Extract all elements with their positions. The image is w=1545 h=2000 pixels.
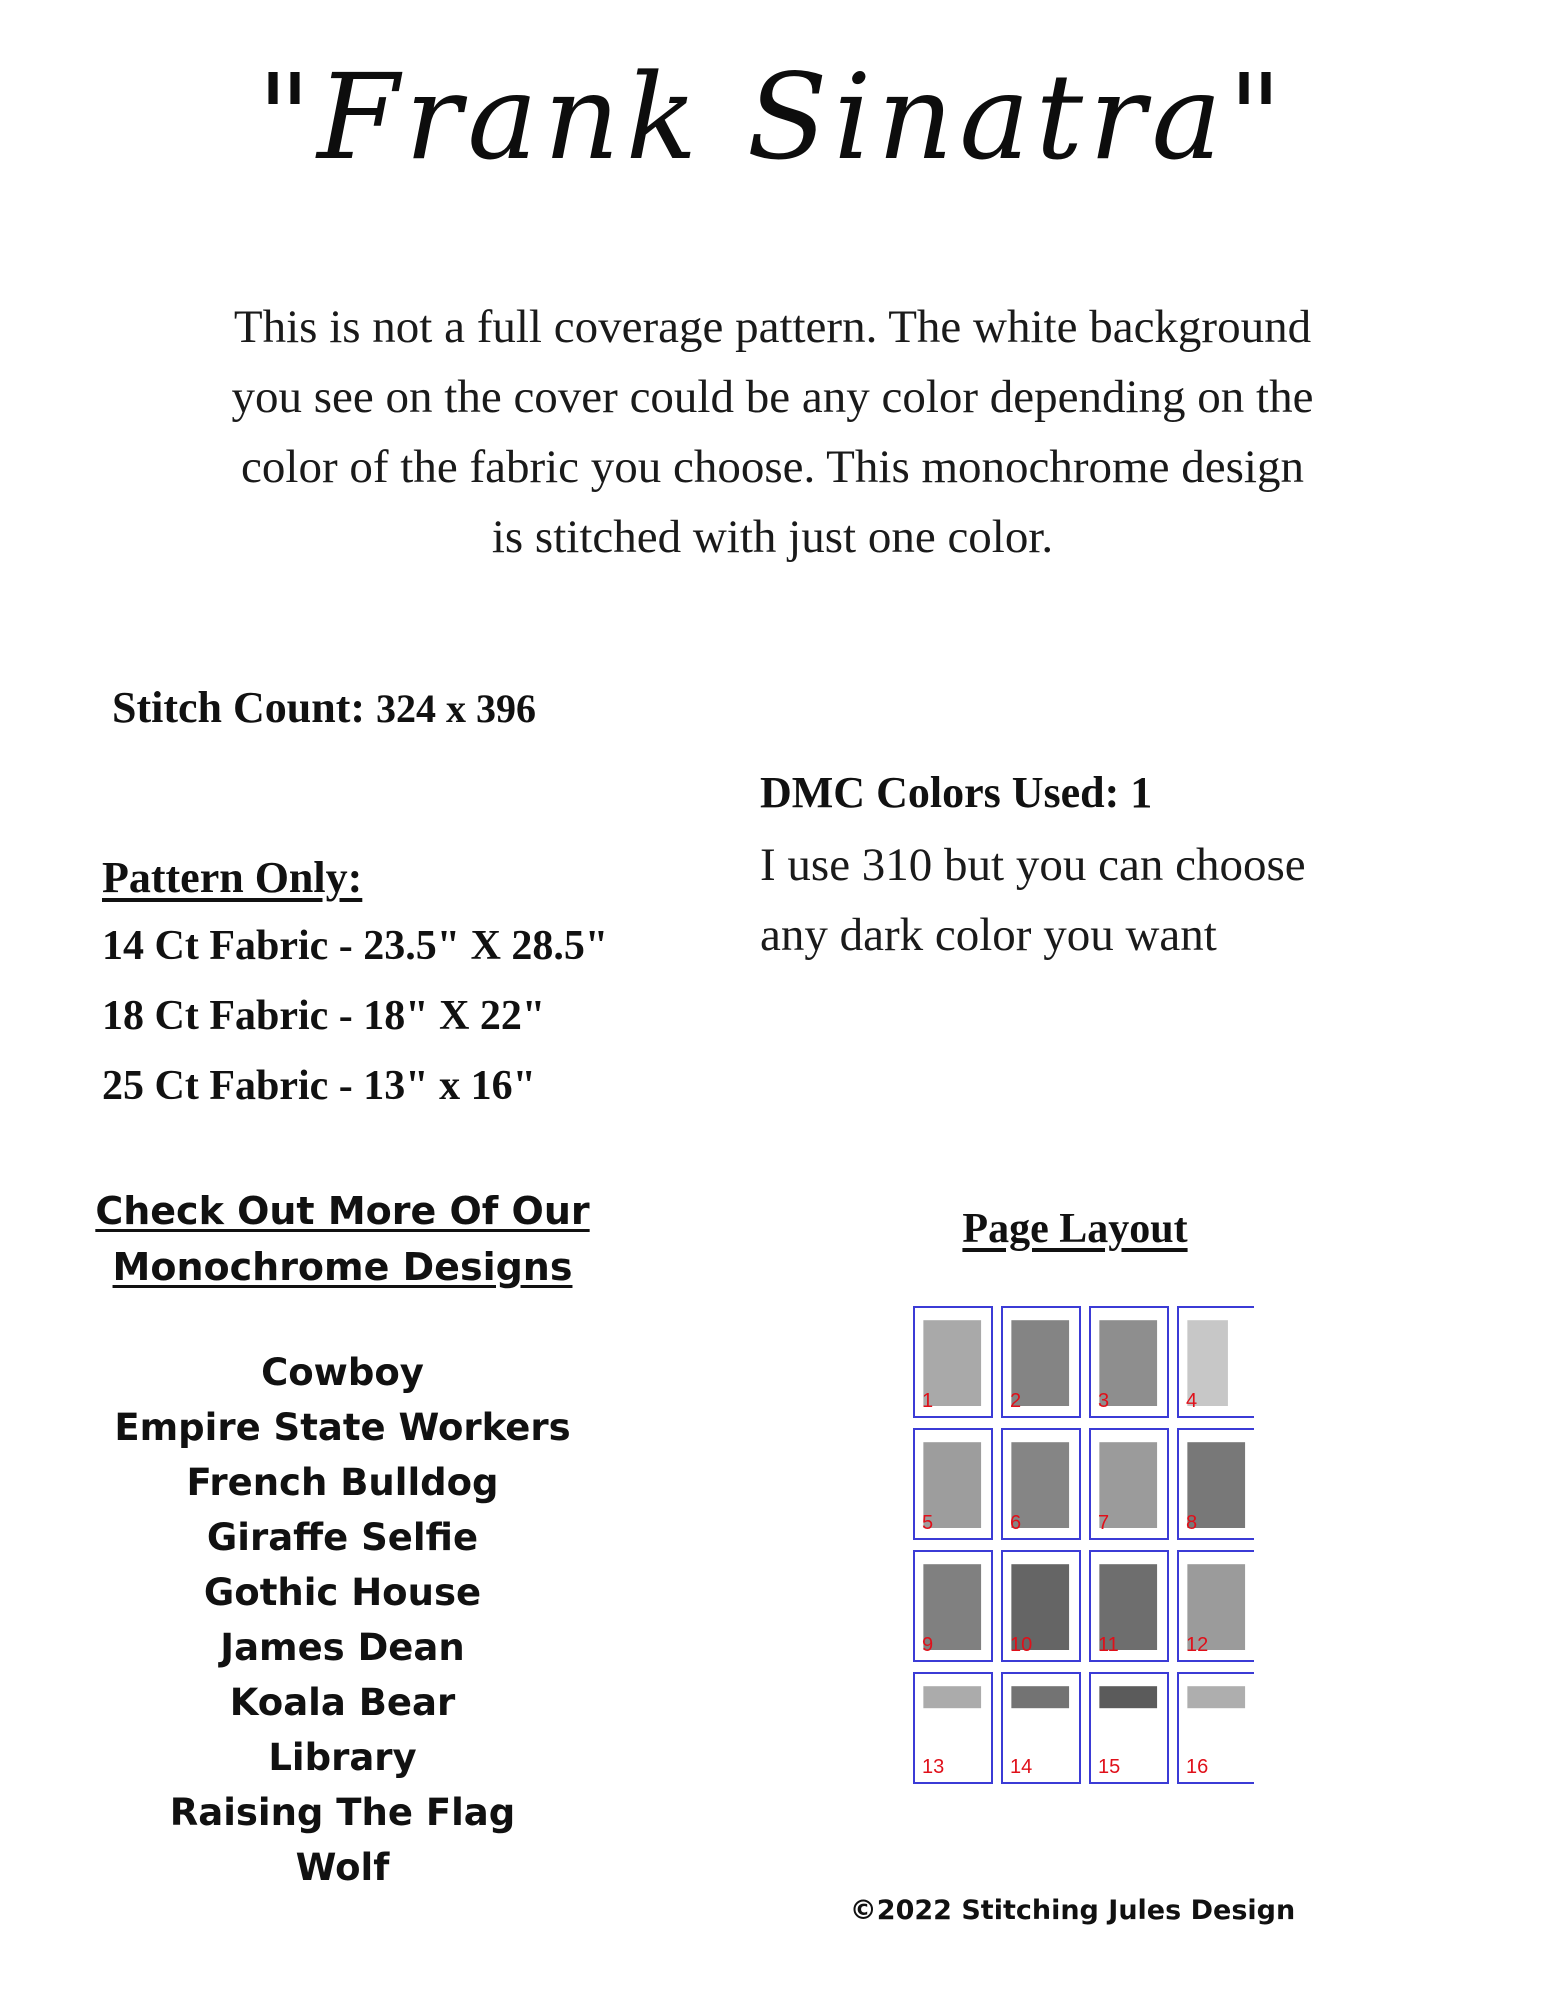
layout-page-thumbnail — [1002, 1551, 1080, 1661]
stitch-count-value: 324 x 396 — [376, 686, 537, 731]
layout-page-number: 4 — [1186, 1390, 1198, 1412]
more-designs-heading — [70, 1183, 615, 1295]
layout-page-thumbnail — [1178, 1551, 1254, 1661]
layout-page-thumbnail — [1178, 1673, 1254, 1783]
layout-page-preview — [1011, 1686, 1069, 1708]
dmc-colors-note — [760, 830, 1460, 970]
layout-page-number: 9 — [922, 1634, 934, 1656]
intro-paragraph — [150, 292, 1395, 572]
page-layout-grid — [912, 1305, 1254, 1789]
layout-page-number: 8 — [1186, 1512, 1198, 1534]
layout-page-number: 14 — [1010, 1756, 1033, 1778]
more-designs-heading-line: Check Out More Of Our — [95, 1189, 590, 1233]
layout-page-number: 1 — [922, 1390, 934, 1412]
intro-line: is stitched with just one color. — [491, 511, 1054, 563]
page-layout-heading: Page Layout — [962, 1206, 1188, 1252]
design-item: Koala Bear — [229, 1681, 456, 1724]
layout-page-thumbnail — [1002, 1673, 1080, 1783]
page-title: "Frank Sinatra" — [256, 48, 1289, 186]
design-item: Empire State Workers — [114, 1406, 571, 1449]
layout-page-number: 13 — [922, 1756, 945, 1778]
dmc-note-line: I use 310 but you can choose — [760, 839, 1306, 891]
fabric-size-25ct: 25 Ct Fabric - 13" x 16" — [102, 1063, 536, 1109]
layout-page-thumbnail — [914, 1307, 992, 1417]
layout-page-number: 16 — [1186, 1756, 1209, 1778]
design-item: Raising The Flag — [169, 1791, 516, 1834]
layout-page-number: 11 — [1098, 1634, 1119, 1656]
layout-page-thumbnail — [914, 1673, 992, 1783]
stitch-count — [112, 682, 536, 733]
layout-page-number: 3 — [1098, 1390, 1110, 1412]
design-item: Wolf — [295, 1846, 390, 1889]
layout-page-thumbnail — [1090, 1307, 1168, 1417]
more-designs-heading-line: Monochrome Designs — [112, 1245, 573, 1289]
layout-page-thumbnail — [1178, 1307, 1254, 1417]
design-item: James Dean — [220, 1626, 465, 1669]
layout-page-preview — [1187, 1686, 1245, 1708]
design-item: French Bulldog — [186, 1461, 499, 1504]
layout-page-number: 15 — [1098, 1756, 1121, 1778]
copyright: ©2022 Stitching Jules Design — [849, 1895, 1296, 1926]
intro-line: This is not a full coverage pattern. The white background — [233, 301, 1312, 353]
layout-page-thumbnail — [1090, 1673, 1168, 1783]
intro-line: you see on the cover could be any color depending on the — [231, 371, 1314, 423]
layout-page-number: 6 — [1010, 1512, 1022, 1534]
fabric-size-18ct: 18 Ct Fabric - 18" X 22" — [102, 993, 546, 1039]
design-item: Library — [268, 1736, 417, 1779]
design-list — [70, 1345, 615, 1895]
design-item: Giraffe Selfie — [206, 1516, 479, 1559]
layout-page-number: 2 — [1010, 1390, 1022, 1412]
layout-page-thumbnail — [914, 1429, 992, 1539]
layout-page-thumbnail — [1002, 1429, 1080, 1539]
dmc-note-line: any dark color you want — [760, 909, 1217, 961]
layout-page-thumbnail — [1178, 1429, 1254, 1539]
design-item: Cowboy — [261, 1351, 424, 1394]
stitch-count-label: Stitch Count: — [112, 683, 366, 732]
layout-page-thumbnail — [1090, 1551, 1168, 1661]
fabric-size-14ct: 14 Ct Fabric - 23.5" X 28.5" — [102, 923, 609, 969]
intro-line: color of the fabric you choose. This monochrome design — [241, 441, 1304, 493]
layout-page-thumbnail — [1002, 1307, 1080, 1417]
layout-page-number: 10 — [1010, 1634, 1033, 1656]
dmc-colors-heading: DMC Colors Used: 1 — [760, 768, 1153, 817]
layout-page-number: 5 — [922, 1512, 934, 1534]
layout-page-number: 7 — [1098, 1512, 1110, 1534]
design-item: Gothic House — [203, 1571, 482, 1614]
layout-page-thumbnail — [1090, 1429, 1168, 1539]
layout-page-preview — [923, 1686, 981, 1708]
layout-page-preview — [1099, 1686, 1157, 1708]
pattern-only-heading: Pattern Only: — [102, 853, 363, 902]
layout-page-number: 12 — [1186, 1634, 1209, 1656]
layout-page-thumbnail — [914, 1551, 992, 1661]
